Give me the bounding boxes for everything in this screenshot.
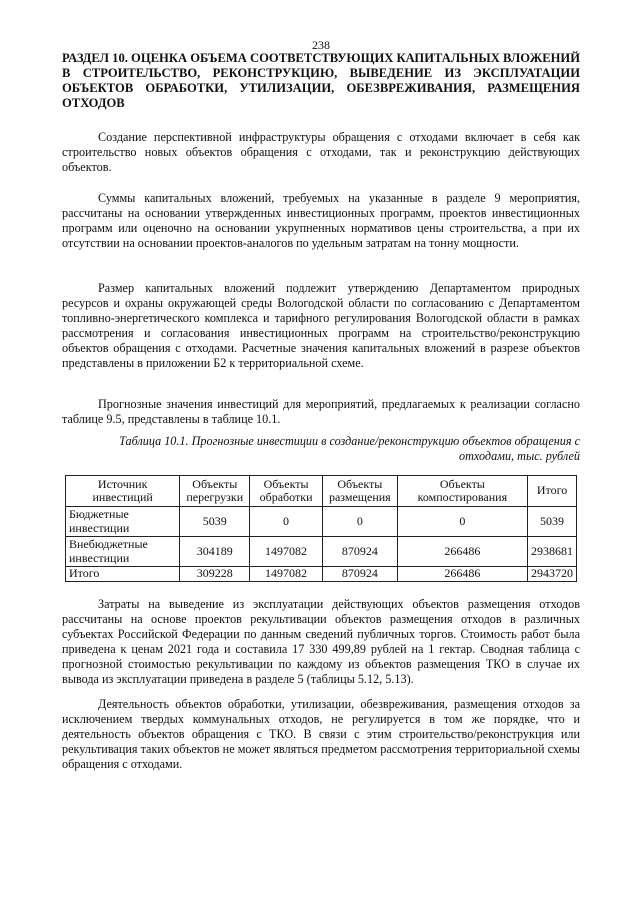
paragraph-intro: Создание перспективной инфраструктуры обращения с отходами включает в себя как строительство новых объектов обращения с отходами, так и реконструкцию действующих объектов. bbox=[62, 130, 580, 174]
header-placement: Объекты размещения bbox=[322, 476, 397, 507]
table-cell: 0 bbox=[397, 507, 527, 537]
table-row bbox=[66, 537, 577, 567]
table-cell: Бюджетные инвестиции bbox=[66, 507, 180, 537]
paragraph-approval: Размер капитальных вложений подлежит утверждению Департаментом природных ресурсов и охраны окружающей среды Вологодской области по согласованию с Департаментом топливно-энергетического комплекса и тарифного регулирования Вологодской области в рамках рассмотрения и согласования инвестиционных программ на строительство/реконструкцию объектов обращения с отходами. Расчетные значения капитальных вложений в разрезе объектов представлены в приложении Б2 к территориальной схеме. bbox=[62, 281, 580, 370]
header-transfer: Объекты перегрузки bbox=[180, 476, 250, 507]
paragraph-decommissioning: Затраты на выведение из эксплуатации действующих объектов размещения отходов рассчитаны на основе проектов рекультивации объектов размещения отходов в различных субъектах Российской Федерации по данным сведений публичных торгов. Стоимость работ была приведена к ценам 2021 года и составила 17 330 499,89 рублей на 1 гектар. Сводная таблица с прогнозной стоимостью рекультивации по каждому из объектов размещения ТКО в случае их вывода из эксплуатации приведена в разделе 5 (таблицы 5.12, 5.13). bbox=[62, 597, 580, 686]
table-cell: 1497082 bbox=[250, 567, 323, 582]
paragraph-forecast: Прогнозные значения инвестиций для мероприятий, предлагаемых к реализации согласно таблице 9.5, представлены в таблице 10.1. bbox=[62, 397, 580, 426]
table-caption: Таблица 10.1. Прогнозные инвестиции в создание/реконструкцию объектов обращения с отходами, тыс. рублей bbox=[119, 434, 580, 463]
paragraph-capital-sums: Суммы капитальных вложений, требуемых на указанные в разделе 9 мероприятия, рассчитаны на основании утвержденных инвестиционных программ, проектов инвестиционных программ или оценочно на основании укрупненных нормативов цены строительства, а при их отсутствии на основании проектов-аналогов по удельным затратам на тонну мощности. bbox=[62, 191, 580, 250]
table-cell: 1497082 bbox=[250, 537, 323, 567]
table-cell: 266486 bbox=[397, 537, 527, 567]
header-source: Источник инвестиций bbox=[66, 476, 180, 507]
table-cell: 870924 bbox=[322, 567, 397, 582]
table-cell: 2943720 bbox=[528, 567, 577, 582]
page-number: 238 bbox=[312, 38, 330, 52]
paragraph-regulation: Деятельность объектов обработки, утилизации, обезвреживания, размещения отходов за исключением твердых коммунальных отходов, не регулируется в том же порядке, что и деятельность объектов обращения с ТКО. В связи с этим строительство/реконструкция или рекультивация таких объектов не может являться предметом рассмотрения территориальной схемы обращения с отходами. bbox=[62, 697, 580, 771]
table-cell: 5039 bbox=[528, 507, 577, 537]
table-cell: 0 bbox=[322, 507, 397, 537]
table-cell: Итого bbox=[66, 567, 180, 582]
table-cell: 309228 bbox=[180, 567, 250, 582]
table-cell: 304189 bbox=[180, 537, 250, 567]
section-title: РАЗДЕЛ 10. ОЦЕНКА ОБЪЕМА СООТВЕТСТВУЮЩИХ КАПИТАЛЬНЫХ ВЛОЖЕНИЙ В СТРОИТЕЛЬСТВО, РЕКОНСТРУКЦИЮ, ВЫВЕДЕНИЕ ИЗ ЭКСПЛУАТАЦИИ ОБЪЕКТОВ ОБРАБОТКИ, УТИЛИЗАЦИИ, ОБЕЗВРЕЖИВАНИЯ, РАЗМЕЩЕНИЯ ОТХОДОВ bbox=[62, 51, 580, 110]
table-cell: Внебюджетные инвестиции bbox=[66, 537, 180, 567]
table-cell: 870924 bbox=[322, 537, 397, 567]
table-row-total bbox=[66, 567, 577, 582]
header-total: Итого bbox=[528, 476, 577, 507]
table-cell: 5039 bbox=[180, 507, 250, 537]
header-composting: Объекты компостирования bbox=[397, 476, 527, 507]
table-row bbox=[66, 507, 577, 537]
table-cell: 0 bbox=[250, 507, 323, 537]
table-cell: 2938681 bbox=[528, 537, 577, 567]
header-processing: Объекты обработки bbox=[250, 476, 323, 507]
table-cell: 266486 bbox=[397, 567, 527, 582]
investment-table bbox=[65, 475, 577, 582]
table-header-row bbox=[66, 476, 577, 507]
